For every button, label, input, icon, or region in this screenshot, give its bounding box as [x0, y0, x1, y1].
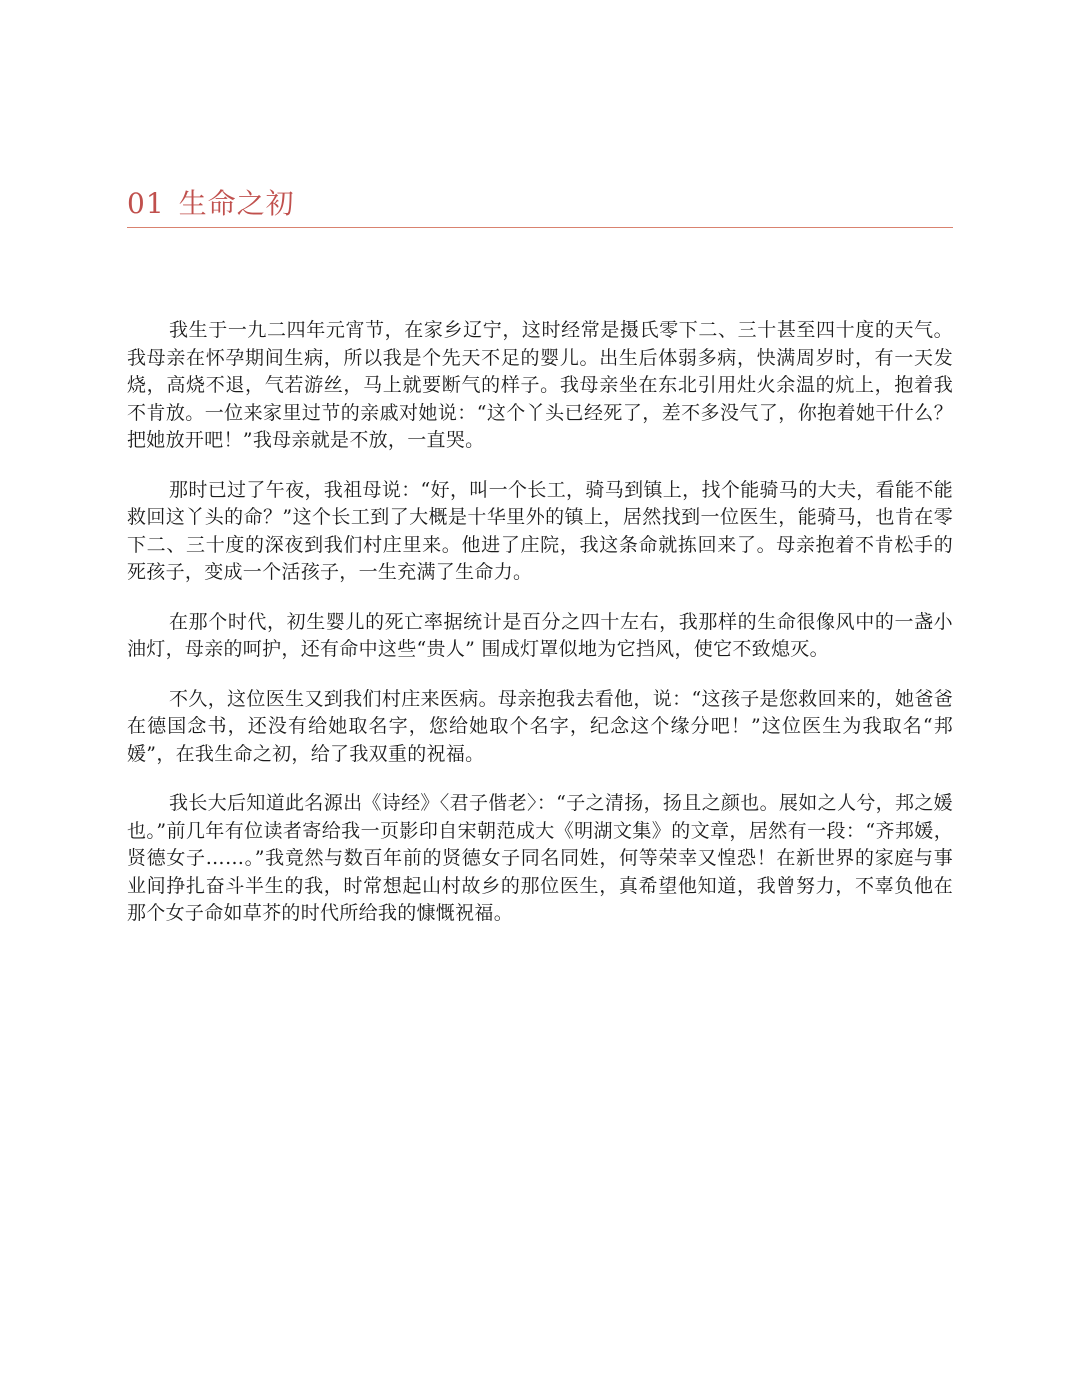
- paragraph-4: 不久，这位医生又到我们村庄来医病。母亲抱我去看他，说：“这孩子是您救回来的，她爸爸在德国念书，还没有给她取名字，您给她取个名字，纪念这个缘分吧！”这位医生为我取名“邦媛”，在我生命之初，给了我双重的祝福。: [127, 687, 953, 765]
- chapter-title-text: 生命之初: [178, 187, 295, 220]
- chapter-divider: [127, 227, 953, 228]
- chapter-header: [127, 182, 953, 228]
- paragraph-3: 在那个时代，初生婴儿的死亡率据统计是百分之四十左右，我那样的生命很像风中的一盏小油灯，母亲的呵护，还有命中这些“贵人” 围成灯罩似地为它挡风，使它不致熄灭。: [127, 610, 953, 660]
- chapter-number: 01: [127, 187, 165, 220]
- paragraph-5: 我长大后知道此名源出《诗经》〈君子偕老〉：“子之清扬，扬且之颜也。展如之人兮，邦之媛也。”前几年有位读者寄给我一页影印自宋朝范成大《明湖文集》的文章，居然有一段：“齐邦媛，贤德女子……。”我竟然与数百年前的贤德女子同名同姓，何等荣幸又惶恐！在新世界的家庭与事业间挣扎奋斗半生的我，时常想起山村故乡的那位医生，真希望他知道，我曾努力，不辜负他在那个女子命如草芥的时代所给我的慷慨祝福。: [127, 792, 953, 924]
- paragraph-2: 那时已过了午夜，我祖母说：“好，叫一个长工，骑马到镇上，找个能骑马的大夫，看能不能救回这丫头的命？”这个长工到了大概是十华里外的镇上，居然找到一位医生，能骑马，也肯在零下二、三十度的深夜到我们村庄里来。他进了庄院，我这条命就拣回来了。母亲抱着不肯松手的死孩子，变成一个活孩子，一生充满了生命力。: [127, 478, 953, 583]
- chapter-title: [127, 182, 953, 226]
- body-text: [127, 317, 953, 950]
- paragraph-1: 我生于一九二四年元宵节，在家乡辽宁，这时经常是摄氏零下二、三十甚至四十度的天气。我母亲在怀孕期间生病，所以我是个先天不足的婴儿。出生后体弱多病，快满周岁时，有一天发烧，高烧不退，气若游丝，马上就要断气的样子。我母亲坐在东北引用灶火余温的炕上，抱着我不肯放。一位来家里过节的亲戚对她说：“这个丫头已经死了，差不多没气了，你抱着她干什么？把她放开吧！”我母亲就是不放，一直哭。: [127, 319, 953, 451]
